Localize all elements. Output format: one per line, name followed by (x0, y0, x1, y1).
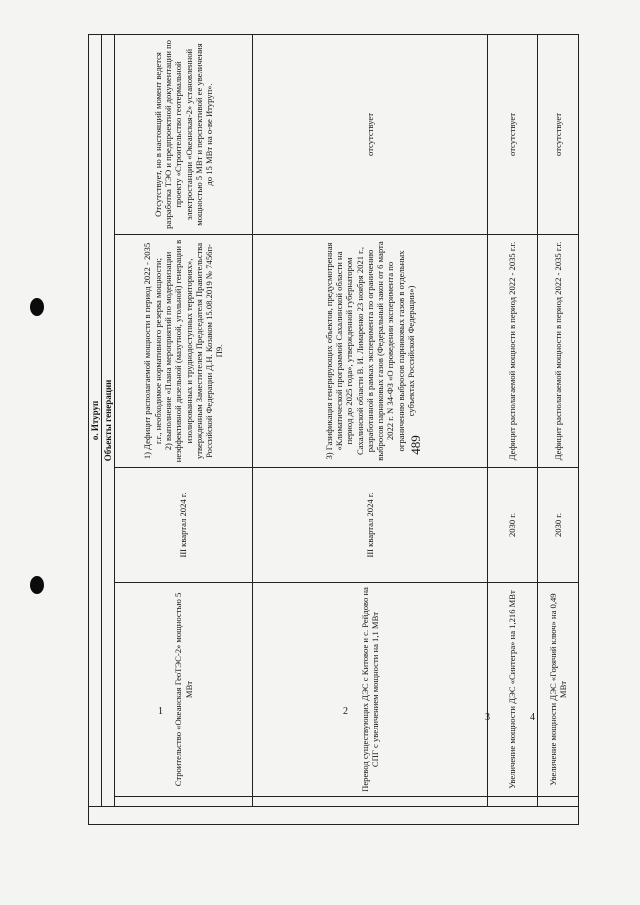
row-justification: 3) Газификация генерирующих объектов, предусмотренная «Климатической программой Сахалинской области на период до 2025 года», утвержденной губернатором Сахалинской области В. И. Лимаренко 23 ноября 2021 г., разработанной в рамках эксперимента по ограничению выбросов парниковых газов (Федеральный закон от 6 марта 2022 г. N 34-ФЗ «О проведении эксперимента по ограничению выбросов парниковых газов в отдельных субъектах Российской Федерации») (253, 235, 488, 468)
table-row (488, 34, 538, 824)
row-object-name: Строительство «Океанская ГеоТЭС-2» мощностью 5 МВт (115, 583, 253, 797)
row-number-1: 1 (158, 706, 163, 717)
row-justification: 1) Дефицит располагаемой мощности в период 2022 - 2035 г.г., необходимое нормативного резерва мощности; 2) выполнение «Плана мероприятий по модернизации неэффективной дизельной (мазутной, угольной) генерации в изолированных и труднодоступных территориях», утвержденным Заместителем Председателя Правительства Российской Федерации Д.Н. Козаком 15.08.2019 № 7456п-П9. (115, 235, 253, 468)
category-header-row (102, 34, 115, 824)
row-deadline: 2030 г. (538, 468, 579, 583)
left-margin-column (89, 807, 579, 825)
category-header: Объекты генерации (102, 34, 115, 806)
spacer-cell (253, 797, 488, 807)
row-status: Отсутствует, но в настоящий момент ведется разработка ТЭО и предпроектной документации по проекту «Строительство геотермальной электростанции «Океанская-2» установленной мощностью 5 МВт и перспективой ее увеличения до 15 МВт на о-ве Итуруп». (115, 34, 253, 234)
spacer-cell (115, 797, 253, 807)
table-row (253, 34, 488, 824)
spacer-cell (538, 797, 579, 807)
row-object-name: Увеличение мощности ДЭС «Горячий ключ» на 0,49 МВт (538, 583, 579, 797)
row-number-4: 4 (530, 712, 535, 723)
page-number: 489 (407, 435, 423, 455)
region-header: о. Итуруп (89, 34, 102, 806)
row-number-3: 3 (485, 712, 490, 723)
table-row (538, 34, 579, 824)
row-object-name: Увеличение мощности ДЭС «Синтегра» на 1,216 МВт (488, 583, 538, 797)
row-justification: Дефицит располагаемой мощности в период 2022 - 2035 г.г. (538, 235, 579, 468)
row-status: отсутствует (253, 34, 488, 234)
region-header-row (89, 34, 102, 824)
binder-hole-top (30, 298, 44, 316)
row-deadline: III квартал 2024 г. (115, 468, 253, 583)
row-status: отсутствует (488, 34, 538, 234)
binder-hole-bottom (30, 576, 44, 594)
row-deadline: 2030 г. (488, 468, 538, 583)
row-deadline: III квартал 2024 г. (253, 468, 488, 583)
table-row (115, 34, 253, 824)
row-status: отсутствует (538, 34, 579, 234)
row-number-2: 2 (343, 706, 348, 717)
spacer-cell (488, 797, 538, 807)
row-object-name: Перевод существующих ДЭС с Китовое и с. Рейдово на СПГ с увеличением мощности на 1,1 МВт (253, 583, 488, 797)
row-justification: Дефицит располагаемой мощности в период 2022 - 2035 г.г. (488, 235, 538, 468)
